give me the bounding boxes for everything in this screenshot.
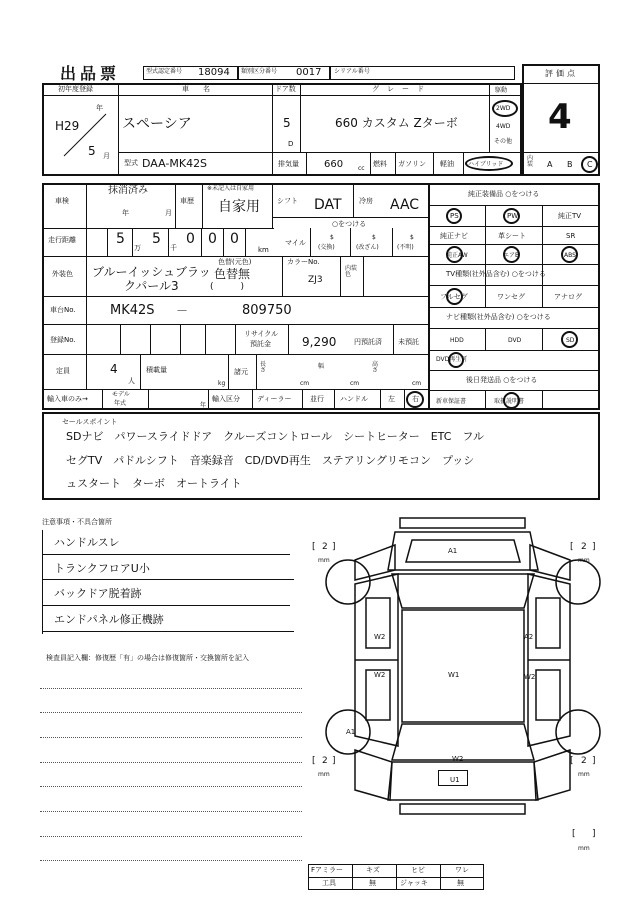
bt-v3: ジャッキ [400,879,428,887]
score-label: 評価点 [545,69,578,78]
chassis-number: 809750 [242,303,292,318]
tread-rl-value: 2 [322,756,328,766]
width-cm: cm [350,380,360,387]
tread-fr-unit: mm [578,557,590,564]
interior-circle [581,156,598,173]
mark-left-front-door: W2 [374,633,386,641]
tread-spare-close: ] [592,829,596,839]
note-3: バックドア脱着跡 [54,587,142,600]
capacity-value: 4 [110,362,118,376]
note-1: ハンドルスレ [54,536,120,549]
dims-label: 諸元 [234,368,248,376]
drive-circle [492,100,518,117]
drive-2wd: 2WD [496,105,511,112]
mileage-label: 走行距離 [48,236,76,244]
equip-aw: 純正AW [446,252,468,259]
recycle-unit: 円預託済 [354,338,382,346]
navi-dvd-circle [448,352,464,368]
recycle-value: 9,290 [302,335,337,349]
meter-circle-note: ○をつける [332,220,367,228]
chassis-model: MK42S [110,303,155,318]
mileage-sen: 千 [170,244,177,252]
recycle-label-2: 預託金 [250,340,271,348]
model-year-unit: 年 [200,402,207,409]
tv-analog: アナログ [554,293,582,301]
equip-abs-circle [561,246,578,263]
equip-pw-circle [503,208,520,224]
equip-abs: ABS [564,252,576,259]
later-manual-circle [503,392,520,409]
score-value: 4 [548,97,572,137]
fuel-circle [465,156,513,171]
shift-value: DAT [314,197,342,213]
tread-fr-close: ] [592,542,596,552]
sales-line3: ュスタート ターボ オートライト [66,477,242,490]
color-change-label: 色替(元色) [218,258,252,266]
meter-mark-3: $ [410,234,414,241]
navi-dvd-play: DVD再生可 [436,356,468,363]
later-title: 後日発送品 ○をつける [466,376,538,384]
tread-rl-open: [ [312,756,316,766]
car-name: スペーシア [122,116,192,132]
doors-value: 5 [283,116,291,130]
import-parallel: 並行 [310,395,324,403]
interior-b: B [567,160,573,169]
mileage-d4: 0 [208,231,217,247]
model-year-label-2: 年式 [114,400,127,407]
tread-fl-unit: mm [318,557,330,564]
mileage-man: 万 [134,244,141,252]
mark-front-center: A1 [448,547,458,555]
grade-label: グレード [372,85,432,93]
bt-h4: ワレ [455,866,469,874]
tread-rl-unit: mm [318,771,330,778]
meter-mark-1: $ [330,234,334,241]
mark-rear-bumper: U1 [450,776,460,784]
navi-hdd: HDD [450,337,464,344]
height-label: 高さ [372,361,379,374]
form-title: 出品票 [60,64,121,83]
tread-rr-value: 2 [581,756,587,766]
navi-sd-circle [561,331,578,348]
length-label: 長さ [260,361,267,374]
handle-circle [406,391,424,408]
equip-leather: 革シート [498,232,526,240]
equip-ps: PS [450,212,459,220]
height-cm: cm [412,380,422,387]
length-cm: cm [300,380,310,387]
drive-4wd: 4WD [496,123,511,130]
model-year-label-1: モデル [112,391,130,398]
mark-rear-panel: W2 [452,755,464,763]
color-line2: クパール3 [124,279,179,293]
car-name-label: 車名 [182,85,224,93]
meter-tampered: (改ざん) [356,244,379,251]
inspection-month: 月 [165,209,172,217]
meter-exchange: (交換) [318,244,335,251]
drive-other: その他 [494,138,513,145]
tread-fl-value: 2 [322,542,328,552]
handle-label: ハンドル [340,395,368,403]
interior-color-label: 内装色 [345,265,358,278]
load-label: 積載量 [146,366,167,374]
mark-roof: W1 [448,671,460,679]
mark-front-left-wheel: A1 [346,728,356,736]
equip-sr: SR [566,232,576,240]
tv-oneseg: ワンセグ [497,293,525,301]
mileage-km: km [258,246,269,254]
tread-fr-open: [ [570,542,574,552]
color-no-label: カラーNo. [287,258,320,266]
reg-month: 5 [88,144,96,158]
equip-navi: 純正ナビ [440,232,468,240]
bt-h2: キズ [366,866,380,874]
recycle-label-1: リサイクル [244,330,279,338]
mileage-d2: 5 [152,231,161,247]
sales-line2: セグTV パドルシフト 音楽録音 CD/DVD再生 ステアリングリモコン プッシ [66,454,475,467]
ruibetsu-label: 類別区分番号 [241,68,278,75]
doors-unit: D [288,140,294,148]
shift-label: シフト [277,197,298,205]
displacement-unit: cc [358,165,365,172]
bt-h3: ヒビ [411,866,425,874]
fuel-hybrid: ハイブリッド [468,161,504,168]
fuel-label: 燃料 [373,160,387,168]
notes-label: 注意事項・不具合箇所 [42,518,112,526]
mile-label: マイル [285,239,306,247]
tread-rr-open: [ [570,756,574,766]
inspection-label: 車検 [55,197,69,205]
meter-mark-2: $ [372,234,376,241]
note-4: エンドパネル修正機跡 [54,613,164,626]
color-paren: ( ) [210,282,245,292]
bt-v2: 無 [369,879,376,887]
interior-label: 内装 [527,155,534,168]
reg-label: 登録No. [50,336,76,344]
tv-fullseg-circle [446,288,463,305]
width-label: 幅 [318,363,325,370]
handle-right: 右 [412,395,419,403]
month-label: 月 [103,152,110,160]
equip-airbag-circle [503,246,520,263]
ruibetsu-value: 0017 [296,67,322,78]
mileage-d3: 0 [186,231,195,247]
color-line1: ブルーイッシュブラッ [92,265,211,279]
capacity-label: 定員 [56,367,70,375]
navi-title: ナビ種類(社外品含む) ○をつける [446,313,551,321]
mileage-d1: 5 [116,231,125,247]
year-label: 年 [96,104,103,112]
import-type-label: 輸入区分 [212,395,240,403]
equip-pw: PW [507,212,519,220]
color-change-value: 色替無 [214,267,251,281]
equip-airbag: エアB [503,252,520,259]
tread-fl-close: ] [332,542,336,552]
equip-ps-circle [446,208,462,224]
chassis-label: 車台No. [50,306,76,314]
interior-a: A [547,160,553,169]
load-unit: kg [218,380,226,387]
interior-c: C [587,160,593,169]
tread-fr-value: 2 [581,542,587,552]
navi-dvd: DVD [508,337,522,344]
sales-line1: SDナビ パワースライドドア クルーズコントロール シートヒーター ETC フル [66,430,484,443]
fuel-gas: ガソリン [398,160,426,168]
katashiki-value: DAA-MK42S [142,157,208,170]
equip-aw-circle [446,246,463,263]
usage-note: ※未記入は自家用 [207,185,255,192]
navi-sd: SD [566,337,575,344]
note-2: トランクフロアU小 [54,562,150,575]
tv-title: TV種類(社外品含む) ○をつける [446,270,546,278]
later-warranty: 新車保証書 [436,398,467,405]
tread-spare-open: [ [572,829,576,839]
ac-label: 冷房 [359,197,373,205]
import-dealer: ディーラー [257,395,292,403]
bt-v4: 無 [457,879,464,887]
katashiki-label: 型式 [124,159,138,167]
usage-label: 車歴 [180,197,194,205]
tread-rr-close: ] [592,756,596,766]
sales-label: セールスポイント [62,418,118,426]
katashiki-cert-value: 18094 [198,67,230,78]
tread-fl-open: [ [312,542,316,552]
equip-title: 純正装備品 ○をつける [468,190,540,198]
inspector-note: 検査員記入欄：修復歴「有」の場合は修復箇所・交換箇所を記入 [46,654,249,662]
displacement-label: 排気量 [278,160,299,168]
import-label: 輸入車のみ→ [47,395,88,403]
first-reg-label: 初年度登録 [58,85,93,93]
drive-label: 駆動 [495,87,508,94]
mark-right-front-door: A2 [524,633,534,641]
katashiki-cert-label: 型式認定番号 [146,68,183,75]
tread-spare-unit: mm [578,845,590,852]
tv-fullseg: フルセグ [440,293,468,301]
bt-h1: Fアミラー [311,866,344,874]
serial-label: シリアル番号 [334,68,370,75]
meter-unknown: (不明) [397,244,414,251]
inspection-value: 抹消済み [108,185,148,196]
tread-rl-close: ] [332,756,336,766]
recycle-unpaid: 未預託 [398,338,419,346]
displacement-value: 660 [324,159,344,170]
handle-left: 左 [388,395,395,403]
capacity-unit: 人 [128,377,135,385]
grade-value: 660 カスタム Zターボ [335,116,458,130]
later-manual: 取扱説明書 [494,398,525,405]
tread-rr-unit: mm [578,771,590,778]
mark-left-rear-door: W2 [374,671,386,679]
equip-tv: 純正TV [558,212,582,220]
mark-right-rear-door: W2 [524,673,536,681]
chassis-dash: － [176,304,189,318]
car-damage-diagram [300,510,630,870]
bt-v1: 工具 [322,879,336,887]
doors-label: ドア数 [275,85,296,93]
usage-value: 自家用 [218,199,260,215]
mileage-d5: 0 [230,231,239,247]
ac-value: AAC [390,197,420,213]
color-label: 外装色 [52,270,73,278]
era-year: H29 [55,119,80,133]
fuel-diesel: 軽油 [440,160,454,168]
inspection-year: 年 [122,209,129,217]
color-no-value: ZJ3 [308,275,323,285]
